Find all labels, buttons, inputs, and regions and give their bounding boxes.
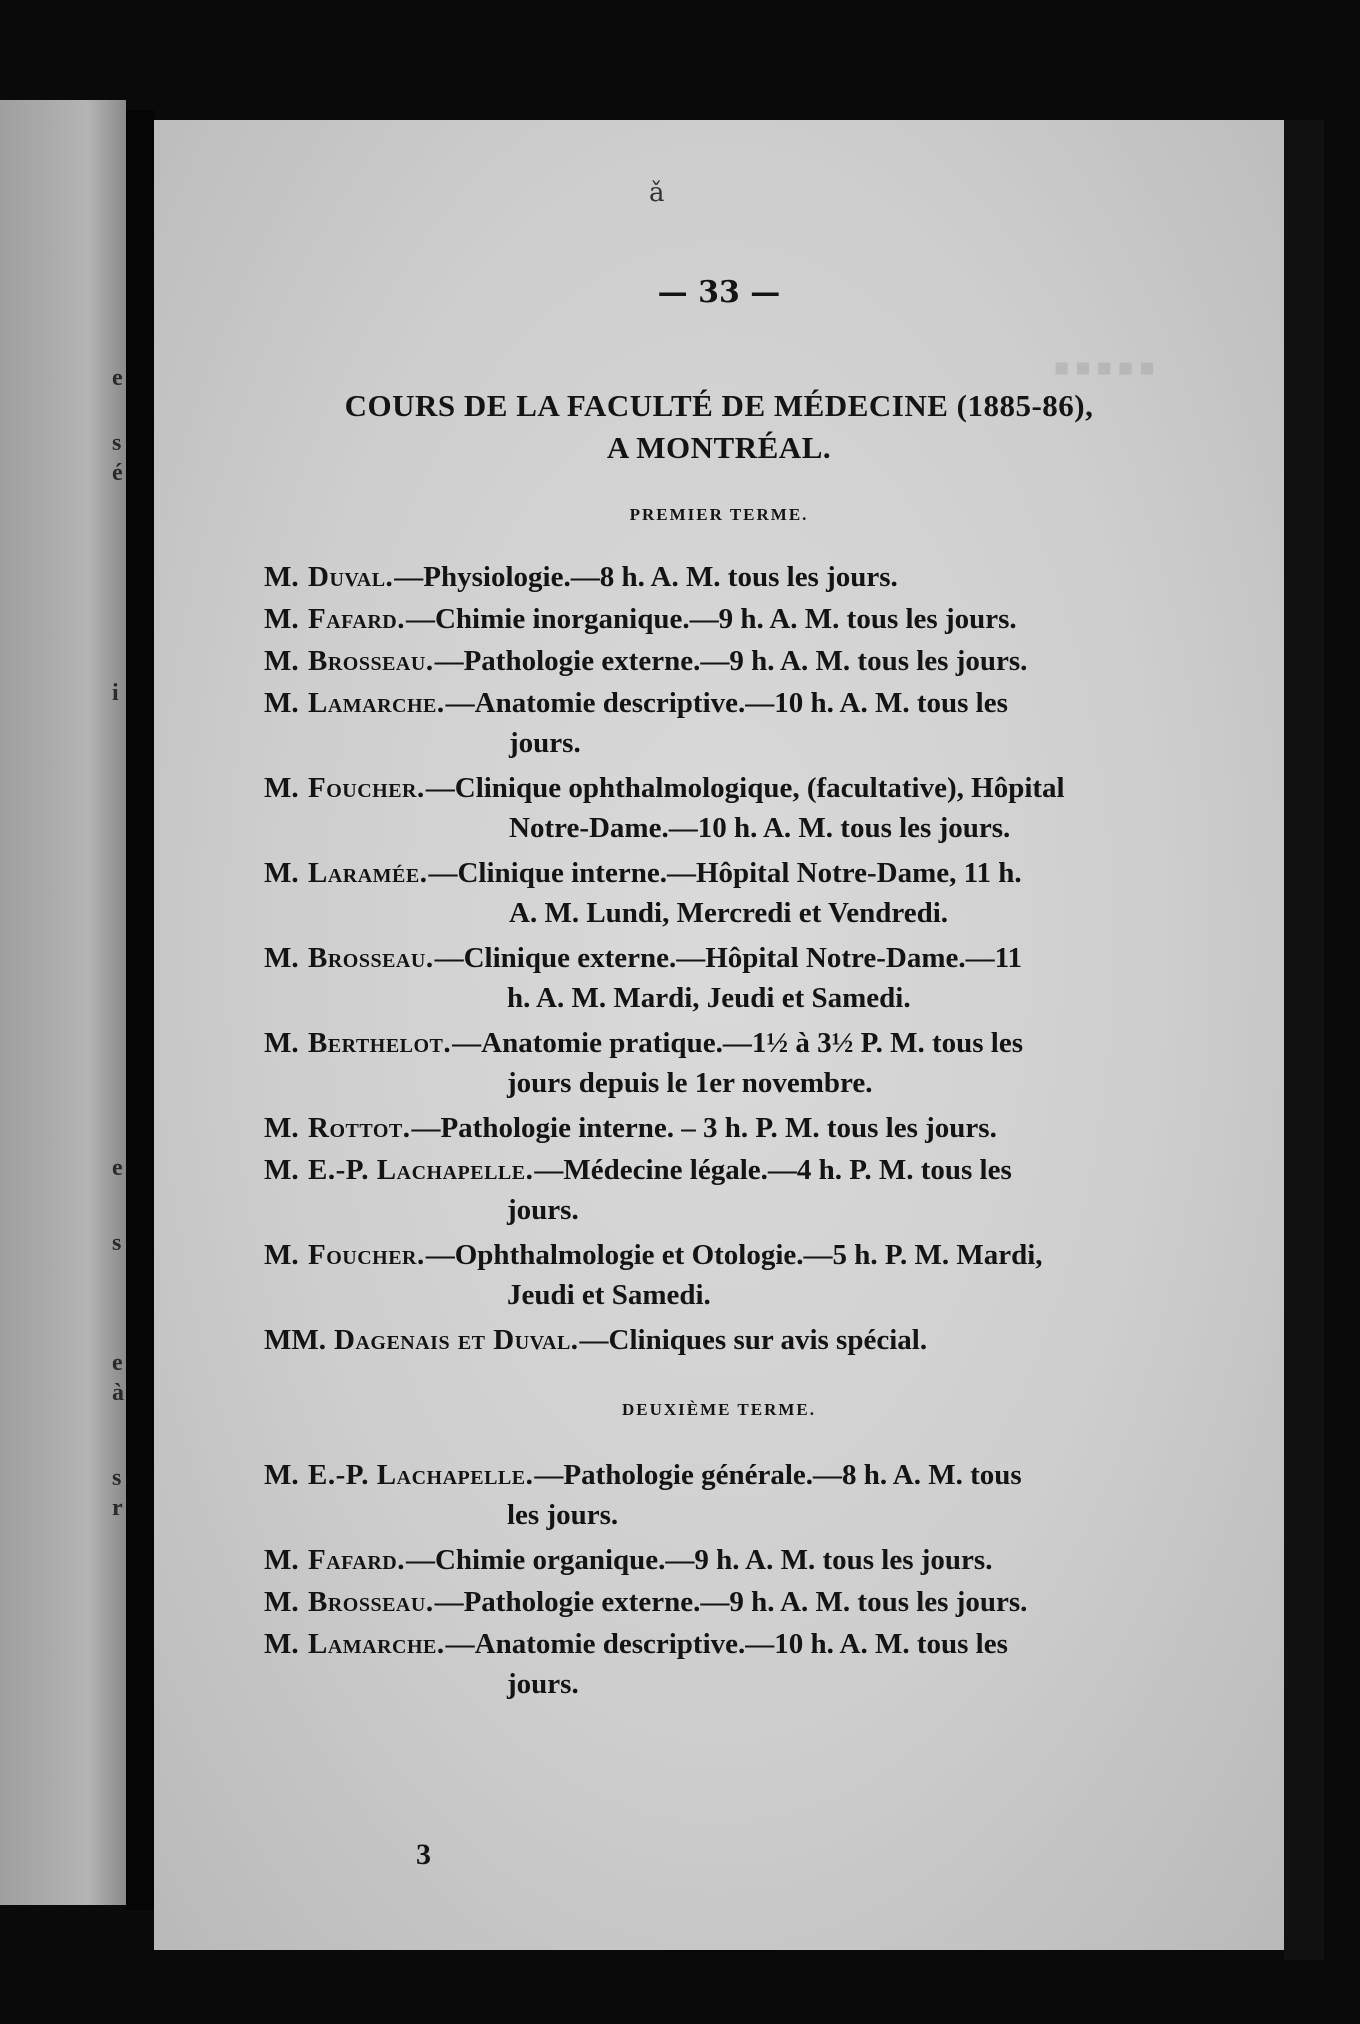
professor-name: Brosseau. [308, 645, 434, 677]
document-subtitle: A MONTRÉAL. [606, 430, 832, 465]
course-entry [264, 1150, 1214, 1230]
professor-name: Duval. [308, 561, 394, 593]
course-description-continued: les jours. [507, 1499, 619, 1531]
course-entry [264, 1023, 1214, 1103]
facing-page-glyph: e [112, 1155, 123, 1181]
term-heading-first: PREMIER TERME. [629, 505, 809, 524]
term-heading-second: DEUXIÈME TERME. [621, 1400, 817, 1419]
scan-border [1284, 120, 1324, 1960]
entry-prefix: M. [264, 1628, 299, 1660]
professor-name: Lamarche. [308, 687, 445, 719]
entry-prefix: M. [264, 942, 299, 974]
course-description: —Pathologie générale.—8 h. A. M. tous [534, 1459, 1022, 1491]
professor-name: Rottot. [308, 1112, 411, 1144]
professor-name: Berthelot. [308, 1027, 452, 1059]
entry-prefix: M. [264, 561, 299, 593]
entry-prefix: M. [264, 1459, 299, 1491]
course-description-continued: jours depuis le 1er novembre. [507, 1067, 873, 1099]
course-description-continued: Jeudi et Samedi. [507, 1279, 711, 1311]
professor-name: Foucher. [308, 772, 425, 804]
course-description-continued: jours. [509, 727, 581, 759]
entry-prefix: M. [264, 603, 299, 635]
entry-prefix: M. [264, 1154, 299, 1186]
course-description-continued: Notre-Dame.—10 h. A. M. tous les jours. [509, 812, 1011, 844]
course-description: —Anatomie descriptive.—10 h. A. M. tous les [445, 1628, 1008, 1660]
ornament: ǎ [649, 178, 665, 208]
course-entry [264, 683, 1214, 763]
course-description: —Chimie inorganique.—9 h. A. M. tous les jours. [405, 603, 1017, 635]
facing-page-glyph: s [112, 430, 122, 456]
facing-page-glyph: s [112, 1230, 122, 1256]
entry-prefix: M. [264, 687, 299, 719]
course-entry [264, 1455, 1214, 1535]
course-description: —Pathologie externe.—9 h. A. M. tous les jours. [434, 1586, 1028, 1618]
course-description-continued: jours. [507, 1194, 579, 1226]
professor-name: E.-P. Lachapelle. [308, 1154, 534, 1186]
course-entry [264, 1235, 1214, 1315]
course-description: —Clinique ophthalmologique, (facultative), Hôpital [425, 772, 1065, 804]
course-entry [264, 1320, 1214, 1360]
course-description: —Anatomie descriptive.—10 h. A. M. tous les [445, 687, 1008, 719]
professor-name: Dagenais et Duval. [334, 1324, 579, 1356]
course-entry [264, 1624, 1214, 1704]
course-description: —Chimie organique.—9 h. A. M. tous les jours. [405, 1544, 993, 1576]
course-description-continued: A. M. Lundi, Mercredi et Vendredi. [509, 897, 949, 929]
entry-prefix: M. [264, 1586, 299, 1618]
course-description: —Pathologie externe.—9 h. A. M. tous les jours. [434, 645, 1028, 677]
course-entry [264, 557, 1214, 597]
professor-name: Brosseau. [308, 942, 434, 974]
entry-prefix: M. [264, 1544, 299, 1576]
entry-prefix: M. [264, 645, 299, 677]
document-page [154, 120, 1284, 1950]
course-description: —Clinique externe.—Hôpital Notre-Dame.—11 [434, 942, 1023, 974]
course-entry [264, 1540, 1214, 1580]
facing-page-glyph: r [112, 1495, 123, 1521]
professor-name: Foucher. [308, 1239, 425, 1271]
professor-name: Laramée. [308, 857, 428, 889]
book-spine [126, 110, 154, 1910]
professor-name: Fafard. [308, 603, 405, 635]
course-description: —Physiologie.—8 h. A. M. tous les jours. [394, 561, 898, 593]
professor-name: Brosseau. [308, 1586, 434, 1618]
course-description: —Cliniques sur avis spécial. [579, 1324, 928, 1356]
course-description: —Ophthalmologie et Otologie.—5 h. P. M. Mardi, [425, 1239, 1043, 1271]
page-number: — 33 — [657, 275, 781, 310]
entry-prefix: M. [264, 1239, 299, 1271]
course-entry [264, 938, 1214, 1018]
facing-page-glyph: s [112, 1465, 122, 1491]
facing-page-glyph: e [112, 1350, 123, 1376]
professor-name: Fafard. [308, 1544, 405, 1576]
professor-name: E.-P. Lachapelle. [308, 1459, 534, 1491]
course-description-continued: h. A. M. Mardi, Jeudi et Samedi. [507, 982, 911, 1014]
show-through-mark: ■ ■ ■ ■ ■ [1054, 355, 1155, 382]
signature-mark: 3 [416, 1838, 431, 1871]
course-description: —Pathologie interne. – 3 h. P. M. tous les jours. [411, 1112, 997, 1144]
entry-prefix: M. [264, 772, 299, 804]
professor-name: Lamarche. [308, 1628, 445, 1660]
entry-prefix: MM. [264, 1324, 326, 1356]
course-description: —Médecine légale.—4 h. P. M. tous les [534, 1154, 1012, 1186]
document-title: COURS DE LA FACULTÉ DE MÉDECINE (1885-86), [344, 388, 1094, 423]
course-description: —Clinique interne.—Hôpital Notre-Dame, 11 h. [428, 857, 1022, 889]
facing-page-glyph: e [112, 365, 123, 391]
course-description: —Anatomie pratique.—1½ à 3½ P. M. tous les [452, 1027, 1024, 1059]
course-entry [264, 1108, 1214, 1148]
entry-prefix: M. [264, 1027, 299, 1059]
facing-page-glyph: é [112, 460, 123, 486]
entry-prefix: M. [264, 857, 299, 889]
course-entry [264, 1582, 1214, 1622]
course-entry [264, 641, 1214, 681]
course-description-continued: jours. [507, 1668, 579, 1700]
facing-page-glyph: i [112, 680, 119, 706]
course-entry [264, 768, 1214, 848]
entry-prefix: M. [264, 1112, 299, 1144]
course-entry [264, 853, 1214, 933]
facing-page [0, 100, 126, 1905]
facing-page-glyph: à [112, 1380, 124, 1406]
course-entry [264, 599, 1214, 639]
